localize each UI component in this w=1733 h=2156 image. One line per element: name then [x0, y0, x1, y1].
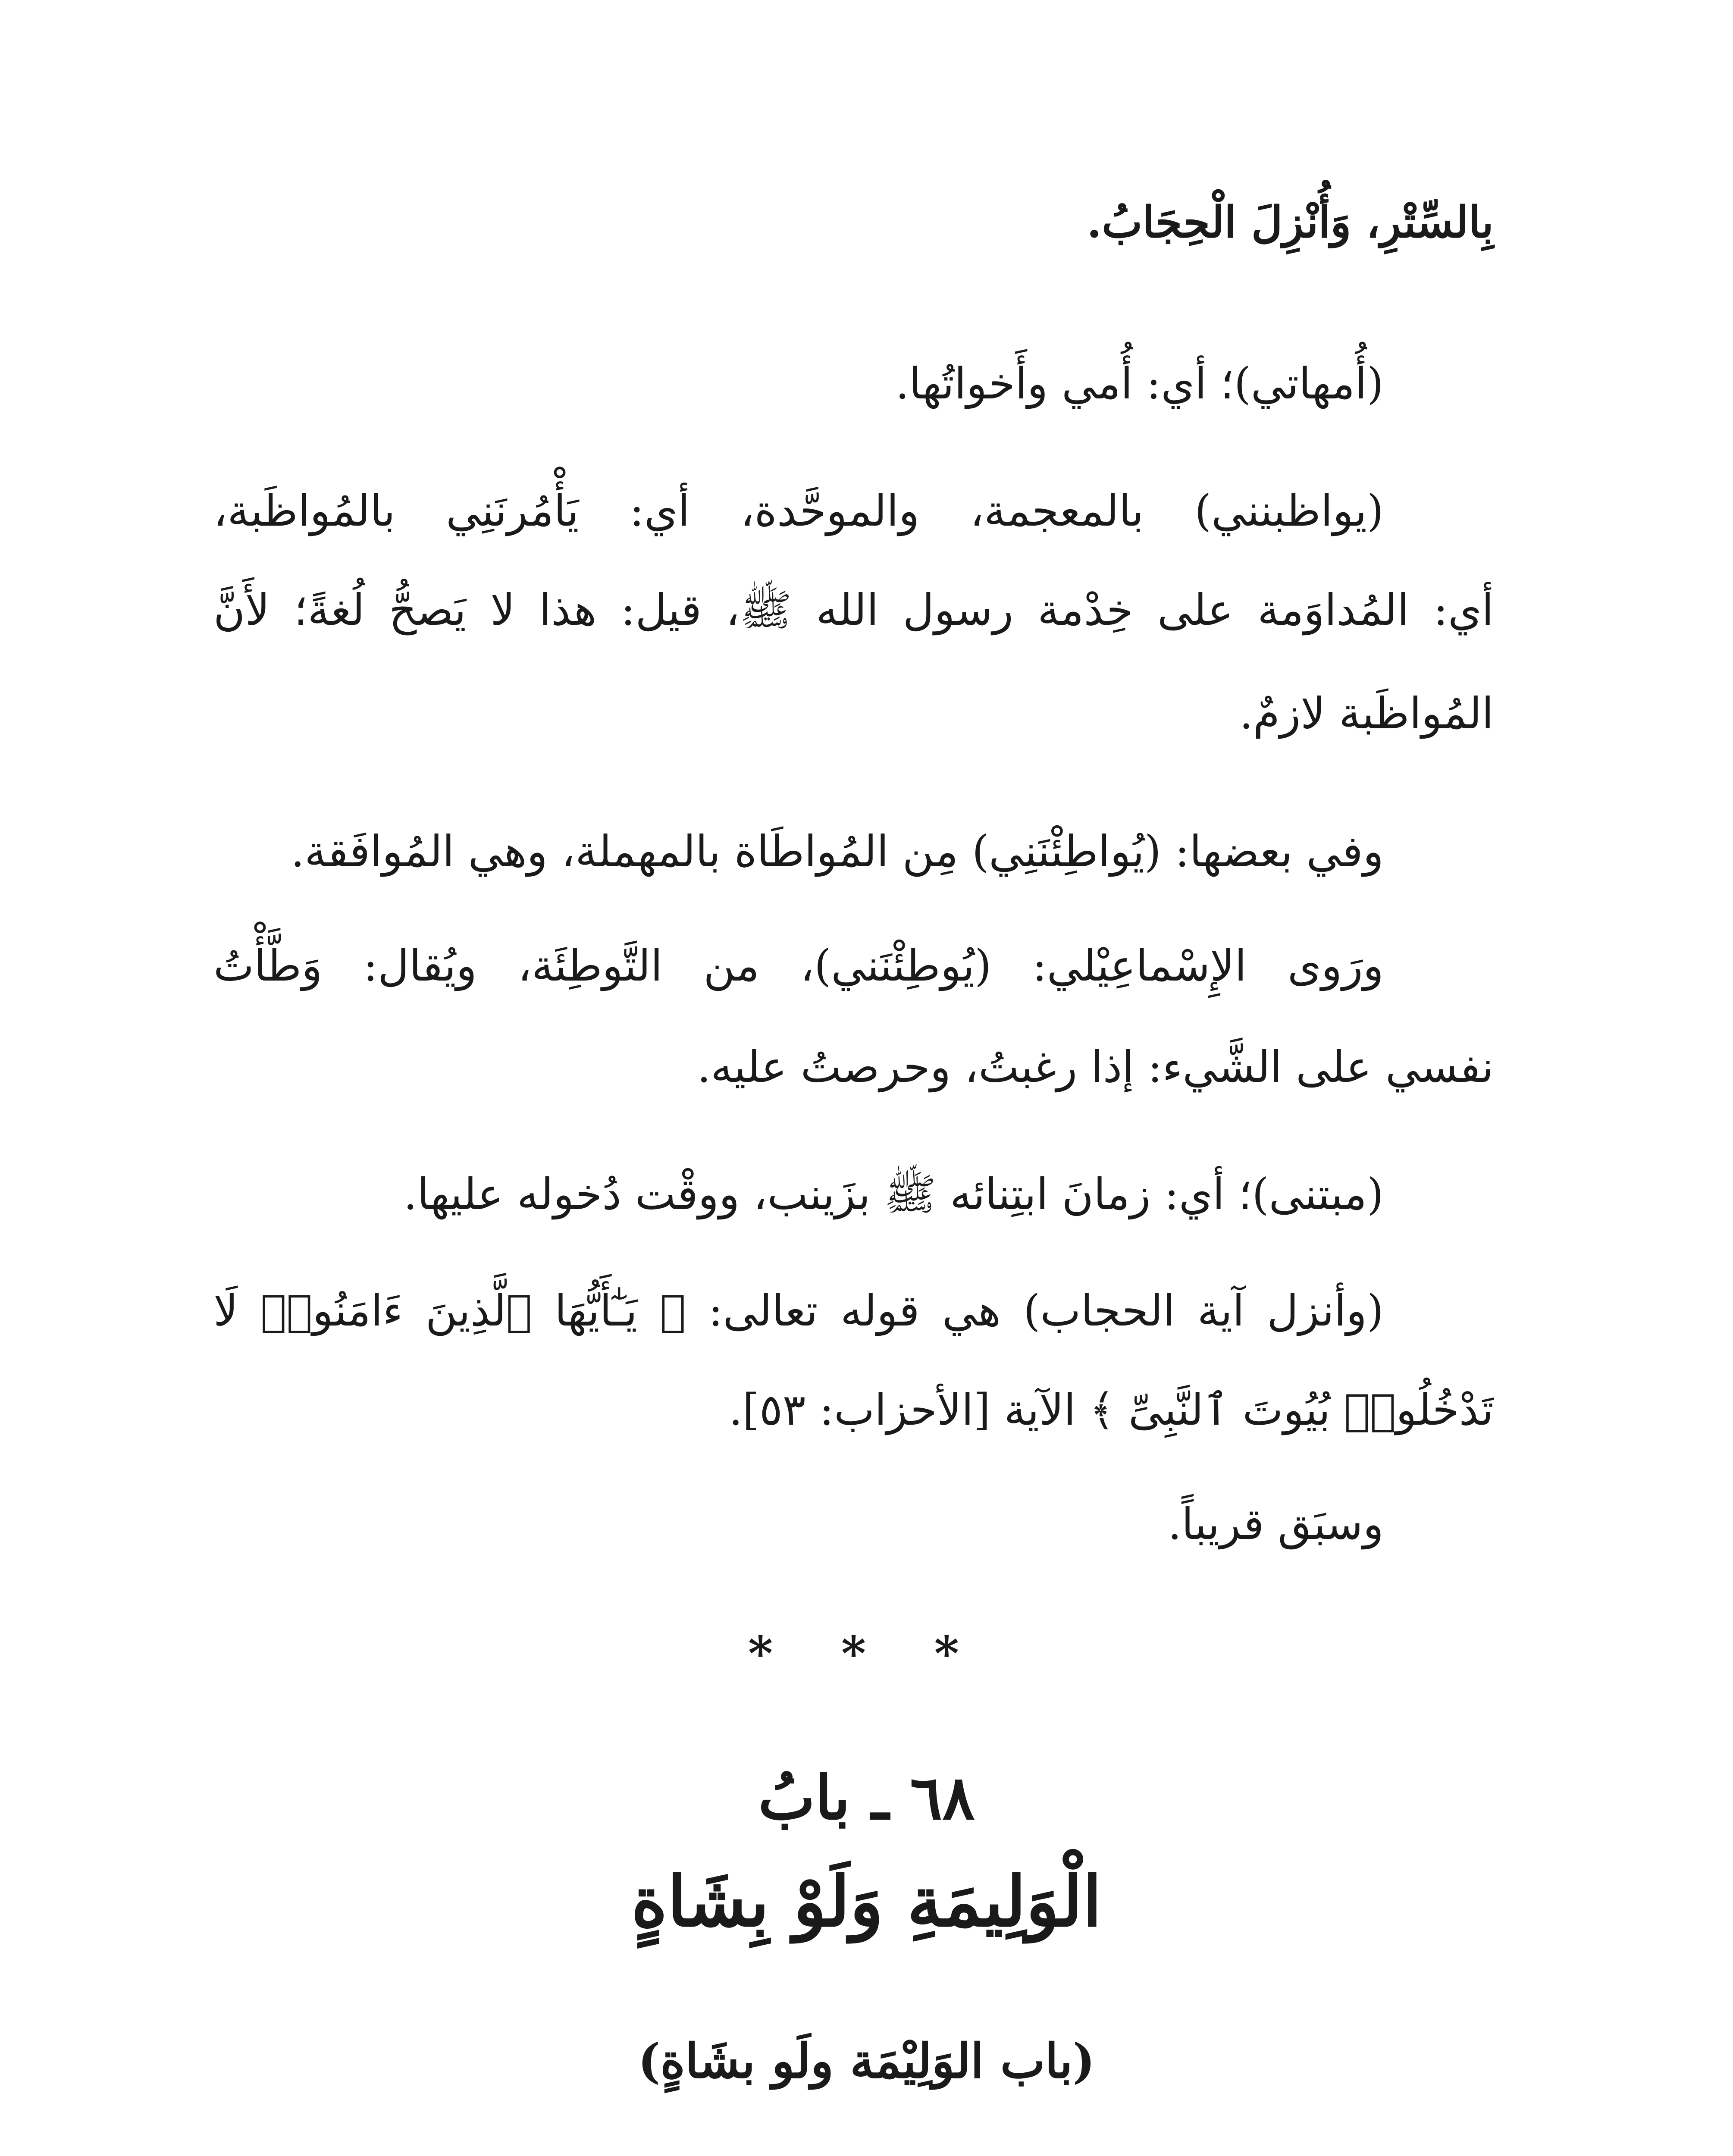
- text-line-11: تَدْخُلُوا۟ بُيُوتَ ٱلنَّبِىِّ ﴾ الآية [الأحزاب: ٥٣].: [729, 1385, 1494, 1435]
- text-line-7: ورَوى الإِسْماعِيْلي: (يُوطِئْنَني)، من التَّوطِئَة، ويُقال: وَطَّأْتُ: [213, 940, 1384, 991]
- text-line-5: المُواظَبة لازمٌ.: [1239, 688, 1494, 739]
- text-line-10: (وأنزل آية الحجاب) هي قوله تعالى: ﴿ يَـٰٓأَيُّهَا ٱلَّذِينَ ءَامَنُوا۟ لَا: [213, 1285, 1384, 1336]
- text-line-1: بِالسِّتْرِ، وَأُنْزِلَ الْحِجَابُ.: [1087, 197, 1494, 248]
- text-line-3: (يواظبنني) بالمعجمة، والموحَّدة، أي: يَأْمُرنَنِي بالمُواظَبة،: [213, 486, 1384, 536]
- section-separator: * * *: [748, 1626, 985, 1681]
- chapter-number: ٦٨ ـ بابُ: [758, 1763, 975, 1833]
- text-line-6: وفي بعضها: (يُواطِئْنَنِي) مِن المُواطَاة بالمهملة، وهي المُوافَقة.: [291, 826, 1384, 877]
- text-line-8: نفسي على الشَّيء: إذا رغبتُ، وحرصتُ عليه.: [697, 1042, 1494, 1092]
- text-line-9: (مبتنى)؛ أي: زمانَ ابتِنائه ﷺ بزَينب، ووقْت دُخوله عليها.: [403, 1169, 1384, 1219]
- chapter-title: الْوَلِيمَةِ وَلَوْ بِشَاةٍ: [631, 1861, 1102, 1942]
- chapter-subtitle: (باب الوَلِيْمَة ولَو بشَاةٍ): [638, 2033, 1095, 2089]
- text-line-2: (أُمهاتي)؛ أي: أُمي وأَخواتُها.: [895, 358, 1384, 409]
- text-line-4: أي: المُداوَمة على خِدْمة رسول الله ﷺ، قيل: هذا لا يَصحُّ لُغةً؛ لأَنَّ: [213, 585, 1494, 635]
- text-line-12: وسبَق قريباً.: [1168, 1499, 1384, 1549]
